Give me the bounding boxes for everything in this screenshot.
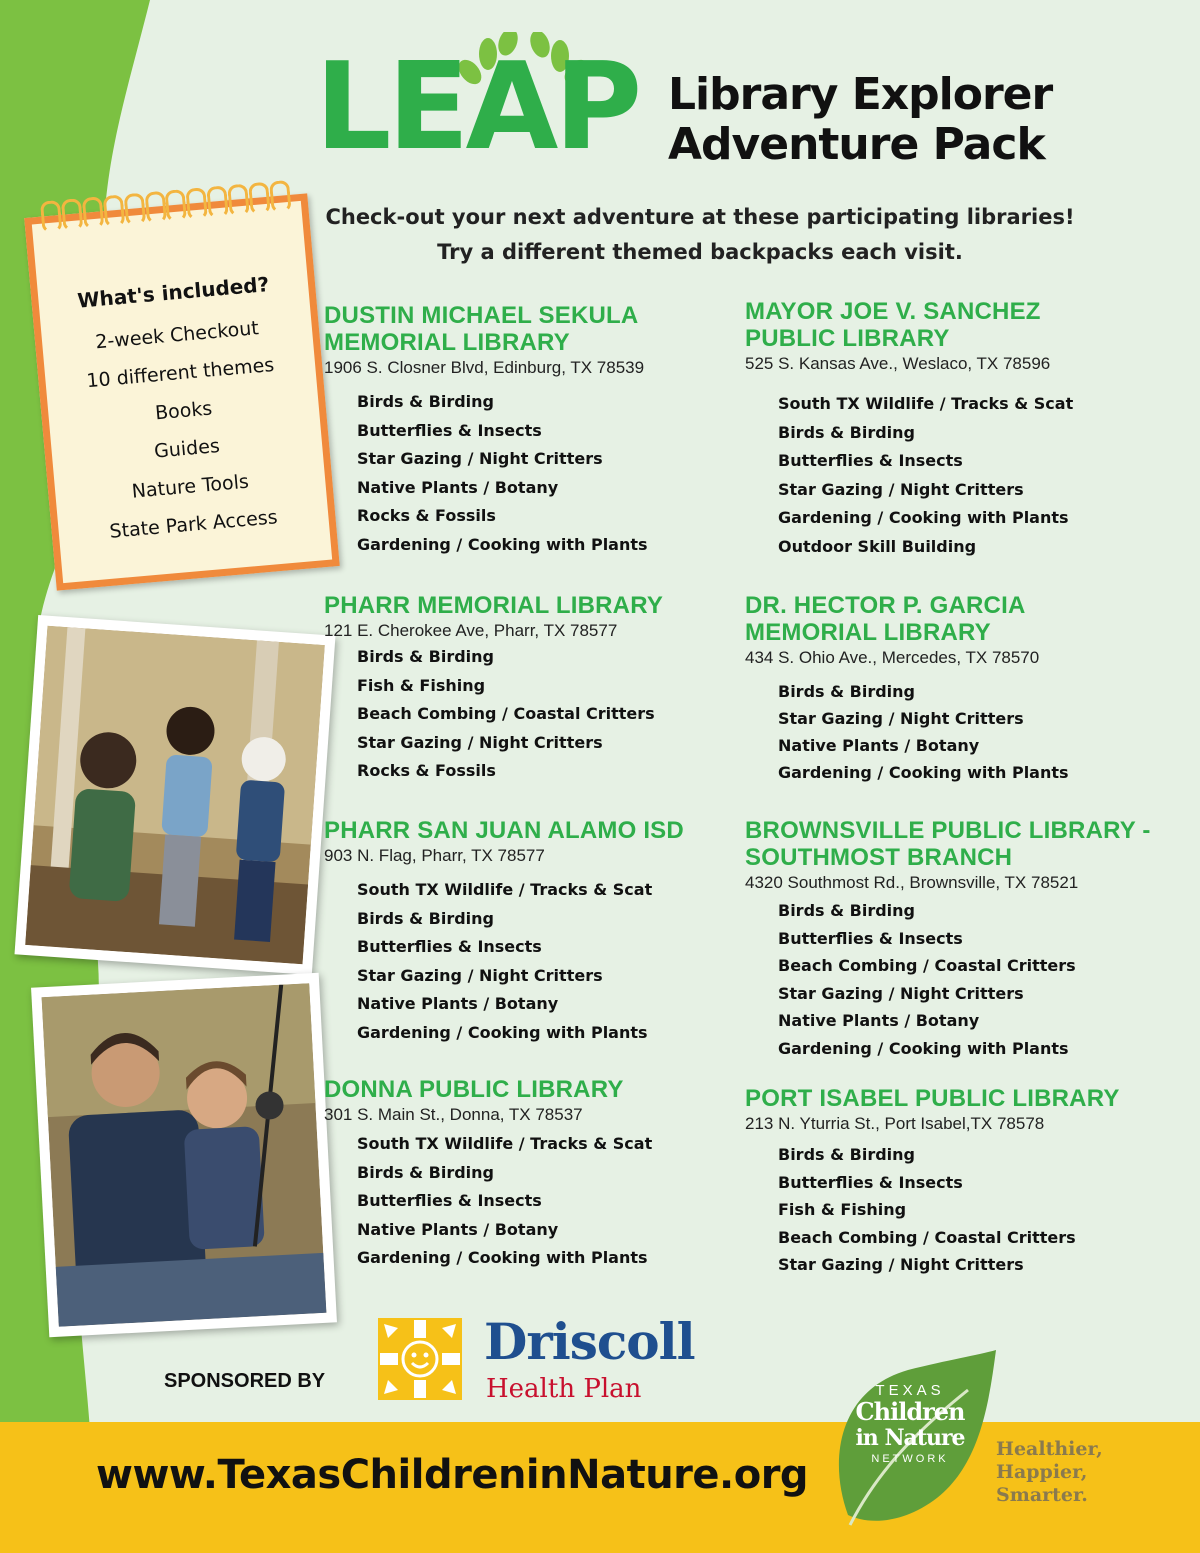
library-address: 301 S. Main St., Donna, TX 78537 <box>324 1105 583 1124</box>
library-name: PHARR SAN JUAN ALAMO ISD <box>324 817 684 844</box>
theme-item: Birds & Birding <box>357 647 494 666</box>
theme-item: Star Gazing / Night Critters <box>357 449 603 468</box>
library-name: PORT ISABEL PUBLIC LIBRARY <box>745 1085 1120 1112</box>
theme-item: Gardening / Cooking with Plants <box>778 508 1069 527</box>
theme-item: Butterflies & Insects <box>357 937 542 956</box>
notepad-item: Nature Tools <box>130 470 250 503</box>
library-name: MAYOR JOE V. SANCHEZ PUBLIC LIBRARY <box>745 298 1041 352</box>
whats-included-notepad <box>24 193 340 590</box>
library-entry <box>745 592 1069 786</box>
theme-item: Beach Combing / Coastal Critters <box>778 1227 1076 1247</box>
theme-item: Birds & Birding <box>778 422 915 442</box>
library-entry <box>324 302 648 559</box>
theme-list <box>745 678 1069 786</box>
theme-item: Rocks & Fossils <box>357 506 496 525</box>
intro-text: Check-out your next adventure at these participating libraries! Try a different themed backpacks each visit. <box>325 205 1075 264</box>
tcn-logo-text: TEXAS Children in Nature NETWORK <box>855 1382 965 1465</box>
library-entry <box>745 298 1073 561</box>
sponsor-subname: Health Plan <box>486 1374 642 1404</box>
photo-kids-hiking <box>15 615 336 975</box>
theme-list <box>745 1141 1120 1279</box>
theme-item: Star Gazing / Night Critters <box>357 732 603 752</box>
notepad-heading: What's included? <box>76 272 271 313</box>
library-address: 1906 S. Closner Blvd, Edinburg, TX 78539 <box>324 358 645 377</box>
theme-item: South TX Wildlife / Tracks & Scat <box>778 394 1074 413</box>
theme-item: Native Plants / Botany <box>357 477 559 497</box>
theme-item: Birds & Birding <box>357 392 494 411</box>
theme-item: Native Plants / Botany <box>778 736 980 755</box>
theme-item: Star Gazing / Night Critters <box>778 983 1024 1003</box>
library-address: 434 S. Ohio Ave., Mercedes, TX 78570 <box>745 648 1040 667</box>
theme-item: Butterflies & Insects <box>357 1191 542 1210</box>
theme-item: Beach Combing / Coastal Critters <box>778 956 1076 976</box>
theme-item: South TX Wildlife / Tracks & Scat <box>357 1134 653 1153</box>
theme-item: Native Plants / Botany <box>357 1219 559 1239</box>
theme-item: Butterflies & Insects <box>778 451 963 470</box>
theme-item: Butterflies & Insects <box>778 928 963 948</box>
driscoll-sun-logo-icon <box>378 1318 462 1400</box>
theme-item: Rocks & Fossils <box>357 761 496 780</box>
theme-list <box>324 876 684 1047</box>
theme-item: Gardening / Cooking with Plants <box>357 1022 648 1042</box>
theme-item: South TX Wildlife / Tracks & Scat <box>357 880 653 899</box>
theme-item: Outdoor Skill Building <box>778 536 977 556</box>
theme-item: Birds & Birding <box>357 1162 494 1182</box>
website-url[interactable]: www.TexasChildreninNature.org <box>96 1452 809 1498</box>
library-entry <box>324 592 663 786</box>
theme-item: Star Gazing / Night Critters <box>778 479 1024 499</box>
notepad-item: Guides <box>153 434 221 463</box>
leap-logo-text: LEAP <box>315 38 639 177</box>
notepad-item: Books <box>154 397 214 425</box>
library-name: DR. HECTOR P. GARCIA MEMORIAL LIBRARY <box>745 592 1026 646</box>
theme-item: Birds & Birding <box>357 908 494 928</box>
notepad-item: 2-week Checkout <box>94 317 260 354</box>
theme-list <box>745 897 1151 1063</box>
theme-list <box>324 388 648 559</box>
theme-item: Gardening / Cooking with Plants <box>778 1038 1069 1058</box>
theme-item: Beach Combing / Coastal Critters <box>357 704 655 723</box>
theme-list <box>745 390 1073 561</box>
library-entry <box>745 817 1151 1063</box>
photo-father-son-fishing <box>31 973 337 1338</box>
theme-item: Fish & Fishing <box>357 675 486 695</box>
library-name: DONNA PUBLIC LIBRARY <box>324 1076 624 1103</box>
library-address: 903 N. Flag, Pharr, TX 78577 <box>324 846 545 865</box>
theme-item: Star Gazing / Night Critters <box>357 965 603 985</box>
theme-item: Star Gazing / Night Critters <box>778 1255 1024 1275</box>
library-address: 4320 Southmost Rd., Brownsville, TX 78521 <box>745 873 1079 892</box>
library-entry <box>745 1085 1120 1279</box>
theme-item: Butterflies & Insects <box>778 1172 963 1192</box>
theme-item: Birds & Birding <box>778 682 915 701</box>
theme-item: Butterflies & Insects <box>357 420 542 440</box>
library-name: BROWNSVILLE PUBLIC LIBRARY - SOUTHMOST BRANCH <box>745 817 1151 871</box>
library-name: PHARR MEMORIAL LIBRARY <box>324 592 664 619</box>
theme-item: Gardening / Cooking with Plants <box>778 763 1069 782</box>
library-entry <box>324 1076 652 1273</box>
leap-logo <box>315 38 639 177</box>
theme-item: Star Gazing / Night Critters <box>778 709 1024 728</box>
theme-list <box>324 643 663 786</box>
library-address: 525 S. Kansas Ave., Weslaco, TX 78596 <box>745 354 1051 373</box>
theme-item: Birds & Birding <box>778 1145 915 1164</box>
theme-item: Native Plants / Botany <box>357 994 559 1013</box>
theme-item: Birds & Birding <box>778 901 915 920</box>
library-entry <box>324 817 684 1047</box>
tagline: Healthier, Happier, Smarter. <box>996 1438 1103 1506</box>
sponsor-name: Driscoll <box>484 1312 695 1371</box>
notepad-item: State Park Access <box>108 506 279 543</box>
notepad-item: 10 different themes <box>85 353 276 393</box>
theme-list <box>324 1130 652 1273</box>
library-name: DUSTIN MICHAEL SEKULA MEMORIAL LIBRARY <box>324 302 639 356</box>
sponsored-by-label: SPONSORED BY <box>164 1370 326 1392</box>
page-title: Library Explorer Adventure Pack <box>668 69 1053 170</box>
theme-item: Fish & Fishing <box>778 1200 907 1220</box>
library-address: 213 N. Yturria St., Port Isabel,TX 78578 <box>745 1114 1045 1133</box>
theme-item: Gardening / Cooking with Plants <box>357 1248 648 1267</box>
library-address: 121 E. Cherokee Ave, Pharr, TX 78577 <box>324 621 618 640</box>
theme-item: Native Plants / Botany <box>778 1011 980 1031</box>
theme-item: Gardening / Cooking with Plants <box>357 534 648 554</box>
